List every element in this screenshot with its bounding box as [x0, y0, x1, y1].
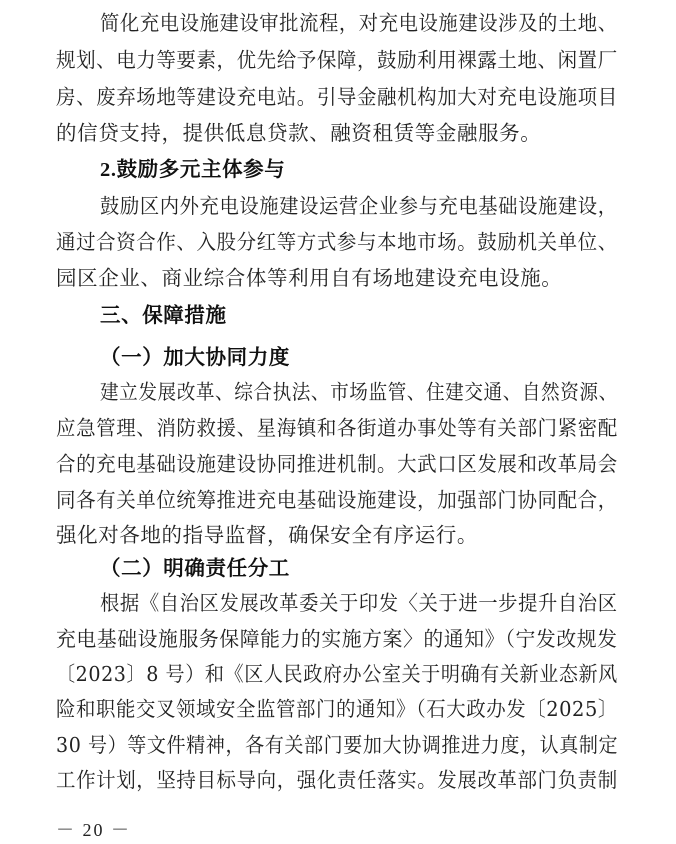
page-number: － 20 － [56, 820, 131, 840]
paragraph-line: 鼓励区内外充电设施建设运营企业参与充电基础设施建设， [100, 194, 618, 218]
paragraph-line: 建立发展改革、综合执法、市场监管、住建交通、自然资源、 [100, 380, 618, 404]
paragraph-line: 〔2023〕8 号）和《区人民政府办公室关于明确有关新业态新风 [56, 662, 618, 686]
paragraph-line: 园区企业、商业综合体等利用自有场地建设充电设施。 [56, 266, 563, 290]
section-heading-3: 三、保障措施 [100, 303, 227, 327]
paragraph-line: 的信贷支持，提供低息贷款、融资租赁等金融服务。 [56, 121, 542, 145]
paragraph-line: 工作计划，坚持目标导向，强化责任落实。发展改革部门负责制 [56, 768, 618, 792]
paragraph-line: 简化充电设施建设审批流程，对充电设施建设涉及的土地、 [100, 11, 618, 35]
paragraph-line: 规划、电力等要素，优先给予保障，鼓励利用裸露土地、闲置厂 [56, 48, 618, 72]
paragraph-line: 应急管理、消防救援、星海镇和各街道办事处等有关部门紧密配 [56, 416, 618, 440]
heading-text: 鼓励多元主体参与 [116, 157, 286, 181]
heading-number: 2. [100, 159, 117, 181]
subsection-heading-1: （一）加大协同力度 [100, 345, 290, 369]
section-heading-2 [100, 155, 285, 184]
paragraph-line: 根据《自治区发展改革委关于印发〈关于进一步提升自治区 [100, 591, 618, 615]
paragraph-line: 险和职能交叉领域安全监管部门的通知》（石大政办发〔2025〕 [56, 697, 618, 721]
paragraph-line: 30 号）等文件精神，各有关部门要加大协调推进力度，认真制定 [56, 733, 619, 757]
paragraph-line: 同各有关单位统筹推进充电基础设施建设，加强部门协同配合， [56, 488, 618, 512]
subsection-heading-2: （二）明确责任分工 [100, 556, 290, 580]
paragraph-line: 强化对各地的指导监督，确保安全有序运行。 [56, 523, 478, 547]
paragraph-line: 合的充电基础设施建设协同推进机制。大武口区发展和改革局会 [56, 452, 618, 476]
paragraph-line: 通过合资合作、入股分红等方式参与本地市场。鼓励机关单位、 [56, 230, 618, 254]
paragraph-line: 充电基础设施服务保障能力的实施方案〉的通知》（宁发改规发 [56, 627, 618, 651]
paragraph-line: 房、废弃场地等建设充电站。引导金融机构加大对充电设施项目 [56, 85, 618, 109]
